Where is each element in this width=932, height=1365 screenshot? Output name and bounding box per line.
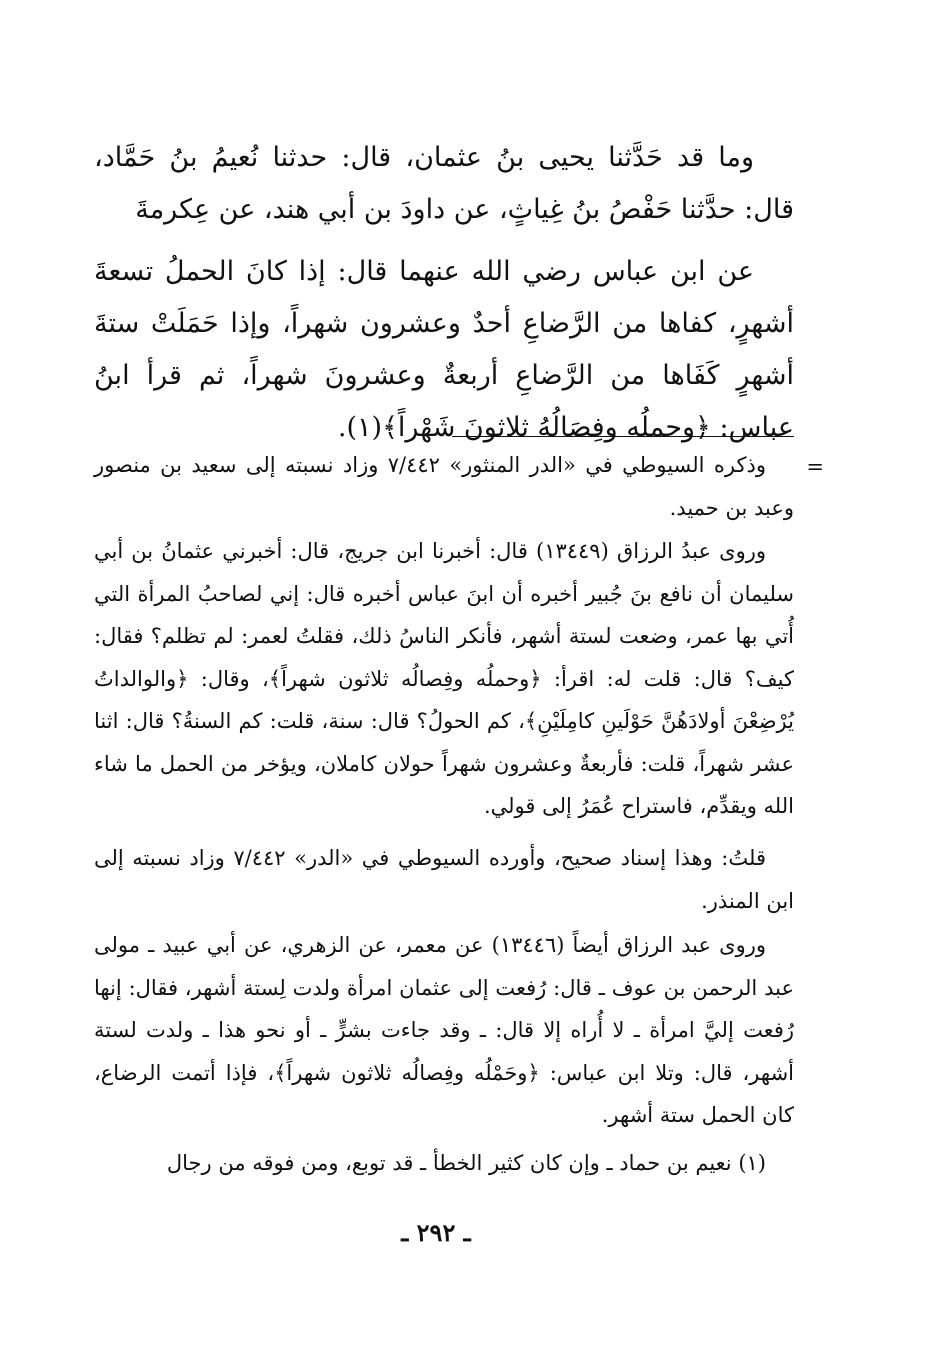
footnote-paragraph-3	[94, 924, 794, 1137]
footnote-paragraph-text: وروى عبدُ الرزاق (١٣٤٤٩) قال: أخبرنا ابن جريج، قال: أخبرني عثمانُ بن أبي سليمان أن نافع بنَ جُبير أخبره أن ابنَ عباس أخبره قال: إني لصاحبُ المرأة التي أُتي بها عمر، وضعت لستة أشهر، فأنكر الناسُ ذلك، فقلتُ لعمر: لم تظلم؟ فقال: كيف؟ قال: قلت له: اقرأ: ﴿وحملُه وفِصالُه ثلاثون شهراً﴾، وقال: ﴿والوالداتُ يُرْضِعْنَ أولادَهُنَّ حَوْلَينِ كامِلَيْنِ﴾، كم الحولُ؟ قال: سنة، قلت: كم السنةُ؟ قال: اثنا عشر شهراً، قلت: فأربعةٌ وعشرون شهراً حولان كاملان، ويؤخر من الحمل ما شاء الله ويقدِّم، فاستراح عُمَرُ إلى قولي.	[94, 539, 794, 818]
footnote-paragraph-2	[94, 837, 794, 922]
main-paragraph-text: وما قد حَدَّثنا يحيى بنُ عثمان، قال: حدثنا نُعيمُ بنُ حَمَّاد، قال: حدَّثنا حَفْصُ بنُ غِياثٍ، عن داودَ بن أبي هند، عن عِكرمةَ	[94, 142, 794, 225]
footnote-continuation	[94, 444, 794, 529]
footnote-paragraph-text: وروى عبد الرزاق أيضاً (١٣٤٤٦) عن معمر، عن الزهري، عن أبي عبيد ـ مولى عبد الرحمن بن عوف ـ قال: رُفعت إلى عثمان امرأة ولدت لِستة أشهر، فقال: إنها رُفعت إليَّ امرأة ـ لا أُراه إلا قال: ـ وقد جاءت بشرٍّ ـ أو نحو هذا ـ ولدت لستة أشهر، قال: وتلا ابن عباس: ﴿وحَمْلُه وفِصالُه ثلاثون شهراً﴾، فإذا أتمت الرضاع، كان الحمل ستة أشهر.	[94, 933, 794, 1127]
footnote-paragraph-text: قلتُ: وهذا إسناد صحيح، وأورده السيوطي في «الدر» ٧/٤٤٢ وزاد نسبته إلى ابن المنذر.	[94, 846, 794, 913]
footnote-paragraph-text: (١) نعيم بن حماد ـ وإن كان كثير الخطأ ـ قد توبع، ومن فوقه من رجال	[166, 1151, 766, 1175]
page-number: ـ ٢٩٢ ـ	[401, 1218, 471, 1247]
footnote-paragraph-1	[94, 530, 794, 828]
main-text-paragraph-2	[94, 246, 794, 454]
main-paragraph-text: عن ابن عباس رضي الله عنهما قال: إذا كانَ الحملُ تسعةَ أشهرٍ، كفاها من الرَّضاعِ أحدٌ وعشرون شهراً، وإذا حَمَلَتْ ستةَ أشهرٍ كَفَاها من الرَّضاعِ أربعةٌ وعشرونَ شهراً، ثم قرأ ابنُ عباس: ﴿وحملُه وفِصَالُهُ ثلاثونَ شَهْراً﴾(١).	[94, 256, 794, 443]
footnote-paragraph-text: وذكره السيوطي في «الدر المنثور» ٧/٤٤٢ وزاد نسبته إلى سعيد بن منصور وعبد بن حميد.	[94, 453, 794, 520]
footnote-note-1	[94, 1142, 794, 1185]
footnote-continuation-mark: =	[806, 455, 824, 479]
footnote-separator-line	[452, 436, 794, 437]
main-text-paragraph-1	[94, 132, 794, 236]
